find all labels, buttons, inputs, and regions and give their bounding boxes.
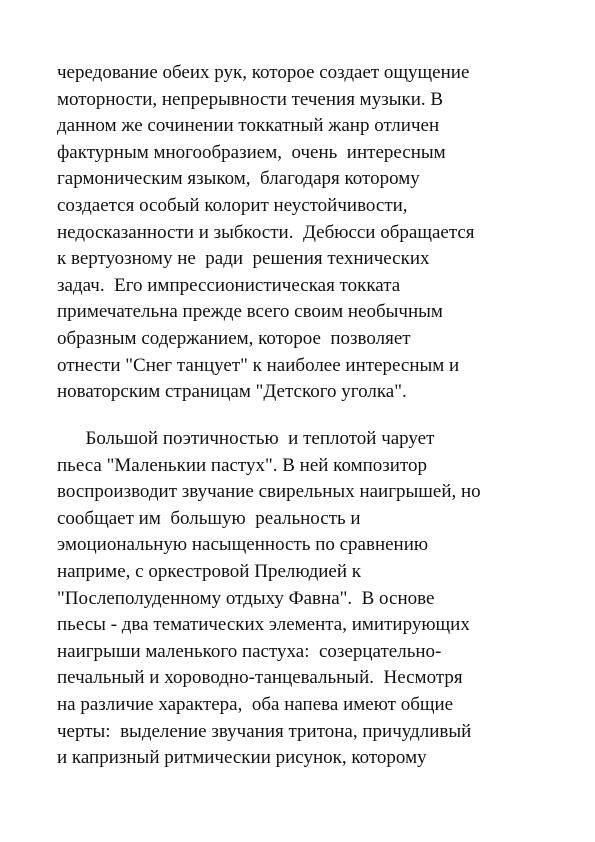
text-line: моторности, непрерывности течения музыки. В: [57, 88, 444, 110]
text-line: недосказанности и зыбкости. Дебюсси обращается: [57, 221, 475, 243]
text-line: сообщает им большую реальность и: [57, 507, 361, 529]
text-line: примечательна прежде всего своим необычным: [57, 301, 443, 323]
text-line: отнести "Снег танцует" к наиболее интересным и: [57, 354, 460, 376]
text-line: воспроизводит звучание свирельных наигрышей, но: [57, 481, 481, 503]
text-line: образным содержанием, которое позволяет: [57, 327, 411, 349]
text-line: Большой поэтичностью и теплотой чарует: [57, 428, 435, 449]
text-line: на различие характера, оба напева имеют общие: [57, 693, 454, 715]
text-line: чередование обеих рук, которое создает ощущение: [57, 62, 470, 83]
text-line: пьесы - два тематических элемента, имитирующих: [57, 614, 470, 636]
text-line: и капризный ритмическии рисунок, которому: [57, 747, 427, 769]
paragraph-1: [57, 60, 547, 406]
text-line: черты: выделение звучания тритона, причудливый: [57, 720, 472, 742]
text-line: задач. Его импрессионистическая токката: [57, 274, 401, 296]
text-line: "Послеполуденному отдыху Фавна". В основе: [57, 587, 435, 609]
text-line: наприме, с оркестровой Прелюдией к: [57, 560, 361, 582]
text-line: фактурным многообразием, очень интересным: [57, 141, 446, 163]
text-line: печальный и хороводно-танцевальный. Несмотря: [57, 667, 463, 689]
text-line: гармоническим языком, благодаря которому: [57, 168, 420, 190]
paragraph-2: [57, 426, 547, 772]
text-line: создается особый колорит неустойчивости,: [57, 194, 408, 216]
text-line: данном же сочинении токкатный жанр отличен: [57, 115, 440, 137]
text-line: пьеса "Маленькии пастух". В ней композитор: [57, 454, 428, 476]
text-line: к вертуозному не ради решения технических: [57, 248, 430, 270]
text-line: наигрыши маленького пастуха: созерцательно-: [57, 640, 442, 662]
text-line: новаторским страницам "Детского уголка".: [57, 381, 407, 403]
text-line: эмоциональную насыщенность по сравнению: [57, 534, 429, 556]
